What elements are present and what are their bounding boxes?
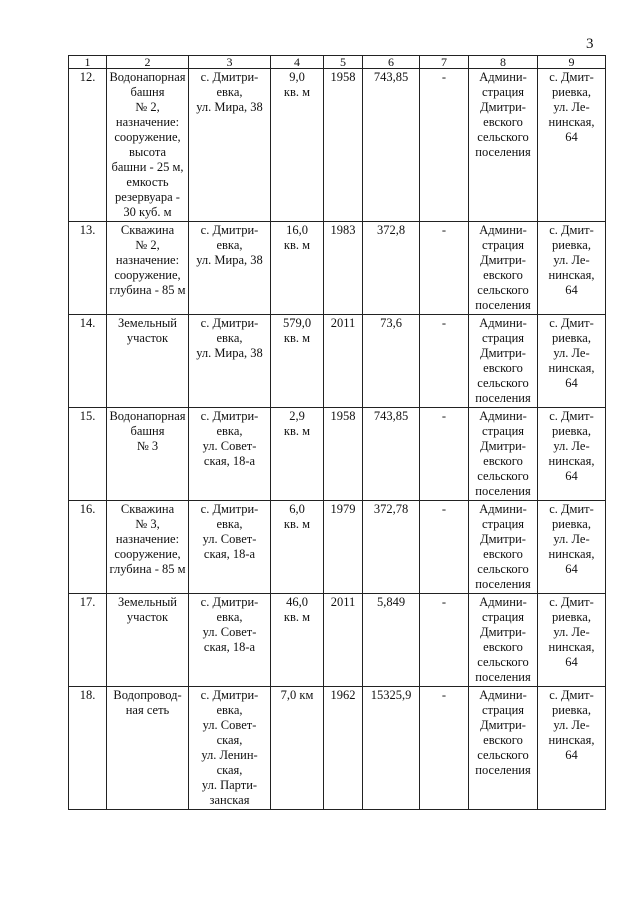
holder-name-cell: Админи- страция Дмитри- евского сельского поселения xyxy=(469,501,538,594)
object-name-cell: Водопровод- ная сеть xyxy=(107,687,189,810)
table-row xyxy=(69,315,606,408)
holder-name-cell: Админи- страция Дмитри- евского сельского поселения xyxy=(469,315,538,408)
object-name-cell: Скважина № 2, назначение: сооружение, глубина - 85 м xyxy=(107,222,189,315)
value-cell: 372,8 xyxy=(363,222,420,315)
object-name-cell: Водонапорная башня № 2, назначение: сооружение, высота башни - 25 м, емкость резервуара - 30 куб. м xyxy=(107,69,189,222)
holder-address-cell: с. Дмит- риевка, ул. Ле- нинская, 64 xyxy=(538,408,606,501)
object-address-cell: с. Дмитри- евка, ул. Совет- ская, 18-а xyxy=(189,594,271,687)
header-cell: 9 xyxy=(538,56,606,69)
holder-address-cell: с. Дмит- риевка, ул. Ле- нинская, 64 xyxy=(538,315,606,408)
table-row xyxy=(69,594,606,687)
year-cell: 1958 xyxy=(324,408,363,501)
holder-name-cell: Админи- страция Дмитри- евского сельского поселения xyxy=(469,408,538,501)
area-cell: 16,0 кв. м xyxy=(271,222,324,315)
column-7-cell: - xyxy=(420,594,469,687)
table-row xyxy=(69,501,606,594)
row-number-cell: 18. xyxy=(69,687,107,810)
object-address-cell: с. Дмитри- евка, ул. Мира, 38 xyxy=(189,315,271,408)
row-number-cell: 15. xyxy=(69,408,107,501)
page-number: 3 xyxy=(586,36,594,52)
column-7-cell: - xyxy=(420,501,469,594)
row-number-cell: 12. xyxy=(69,69,107,222)
table-row xyxy=(69,222,606,315)
holder-name-cell: Админи- страция Дмитри- евского сельского поселения xyxy=(469,222,538,315)
holder-address-cell: с. Дмит- риевка, ул. Ле- нинская, 64 xyxy=(538,687,606,810)
property-registry-table xyxy=(68,55,606,810)
header-cell: 8 xyxy=(469,56,538,69)
table-row xyxy=(69,687,606,810)
value-cell: 5,849 xyxy=(363,594,420,687)
value-cell: 15325,9 xyxy=(363,687,420,810)
object-name-cell: Земельный участок xyxy=(107,594,189,687)
row-number-cell: 13. xyxy=(69,222,107,315)
holder-name-cell: Админи- страция Дмитри- евского сельского поселения xyxy=(469,594,538,687)
area-cell: 7,0 км xyxy=(271,687,324,810)
header-row xyxy=(69,56,606,69)
object-address-cell: с. Дмитри- евка, ул. Совет- ская, ул. Ленин- ская, ул. Парти- занская xyxy=(189,687,271,810)
value-cell: 73,6 xyxy=(363,315,420,408)
holder-address-cell: с. Дмит- риевка, ул. Ле- нинская, 64 xyxy=(538,501,606,594)
object-name-cell: Водонапорная башня № 3 xyxy=(107,408,189,501)
holder-address-cell: с. Дмит- риевка, ул. Ле- нинская, 64 xyxy=(538,594,606,687)
year-cell: 1979 xyxy=(324,501,363,594)
year-cell: 1962 xyxy=(324,687,363,810)
row-number-cell: 14. xyxy=(69,315,107,408)
value-cell: 743,85 xyxy=(363,69,420,222)
year-cell: 1958 xyxy=(324,69,363,222)
object-address-cell: с. Дмитри- евка, ул. Совет- ская, 18-а xyxy=(189,408,271,501)
object-name-cell: Скважина № 3, назначение: сооружение, глубина - 85 м xyxy=(107,501,189,594)
holder-address-cell: с. Дмит- риевка, ул. Ле- нинская, 64 xyxy=(538,69,606,222)
value-cell: 743,85 xyxy=(363,408,420,501)
header-cell: 1 xyxy=(69,56,107,69)
object-address-cell: с. Дмитри- евка, ул. Мира, 38 xyxy=(189,69,271,222)
object-name-cell: Земельный участок xyxy=(107,315,189,408)
header-cell: 5 xyxy=(324,56,363,69)
holder-name-cell: Админи- страция Дмитри- евского сельского поселения xyxy=(469,69,538,222)
area-cell: 2,9 кв. м xyxy=(271,408,324,501)
row-number-cell: 17. xyxy=(69,594,107,687)
area-cell: 9,0 кв. м xyxy=(271,69,324,222)
object-address-cell: с. Дмитри- евка, ул. Совет- ская, 18-а xyxy=(189,501,271,594)
row-number-cell: 16. xyxy=(69,501,107,594)
area-cell: 6,0 кв. м xyxy=(271,501,324,594)
header-cell: 4 xyxy=(271,56,324,69)
column-7-cell: - xyxy=(420,408,469,501)
header-cell: 3 xyxy=(189,56,271,69)
year-cell: 2011 xyxy=(324,594,363,687)
area-cell: 579,0 кв. м xyxy=(271,315,324,408)
area-cell: 46,0 кв. м xyxy=(271,594,324,687)
column-7-cell: - xyxy=(420,222,469,315)
holder-name-cell: Админи- страция Дмитри- евского сельского поселения xyxy=(469,687,538,810)
holder-address-cell: с. Дмит- риевка, ул. Ле- нинская, 64 xyxy=(538,222,606,315)
value-cell: 372,78 xyxy=(363,501,420,594)
column-7-cell: - xyxy=(420,69,469,222)
year-cell: 1983 xyxy=(324,222,363,315)
header-cell: 6 xyxy=(363,56,420,69)
header-cell: 2 xyxy=(107,56,189,69)
year-cell: 2011 xyxy=(324,315,363,408)
table-row xyxy=(69,408,606,501)
header-cell: 7 xyxy=(420,56,469,69)
column-7-cell: - xyxy=(420,687,469,810)
column-7-cell: - xyxy=(420,315,469,408)
object-address-cell: с. Дмитри- евка, ул. Мира, 38 xyxy=(189,222,271,315)
table-row xyxy=(69,69,606,222)
